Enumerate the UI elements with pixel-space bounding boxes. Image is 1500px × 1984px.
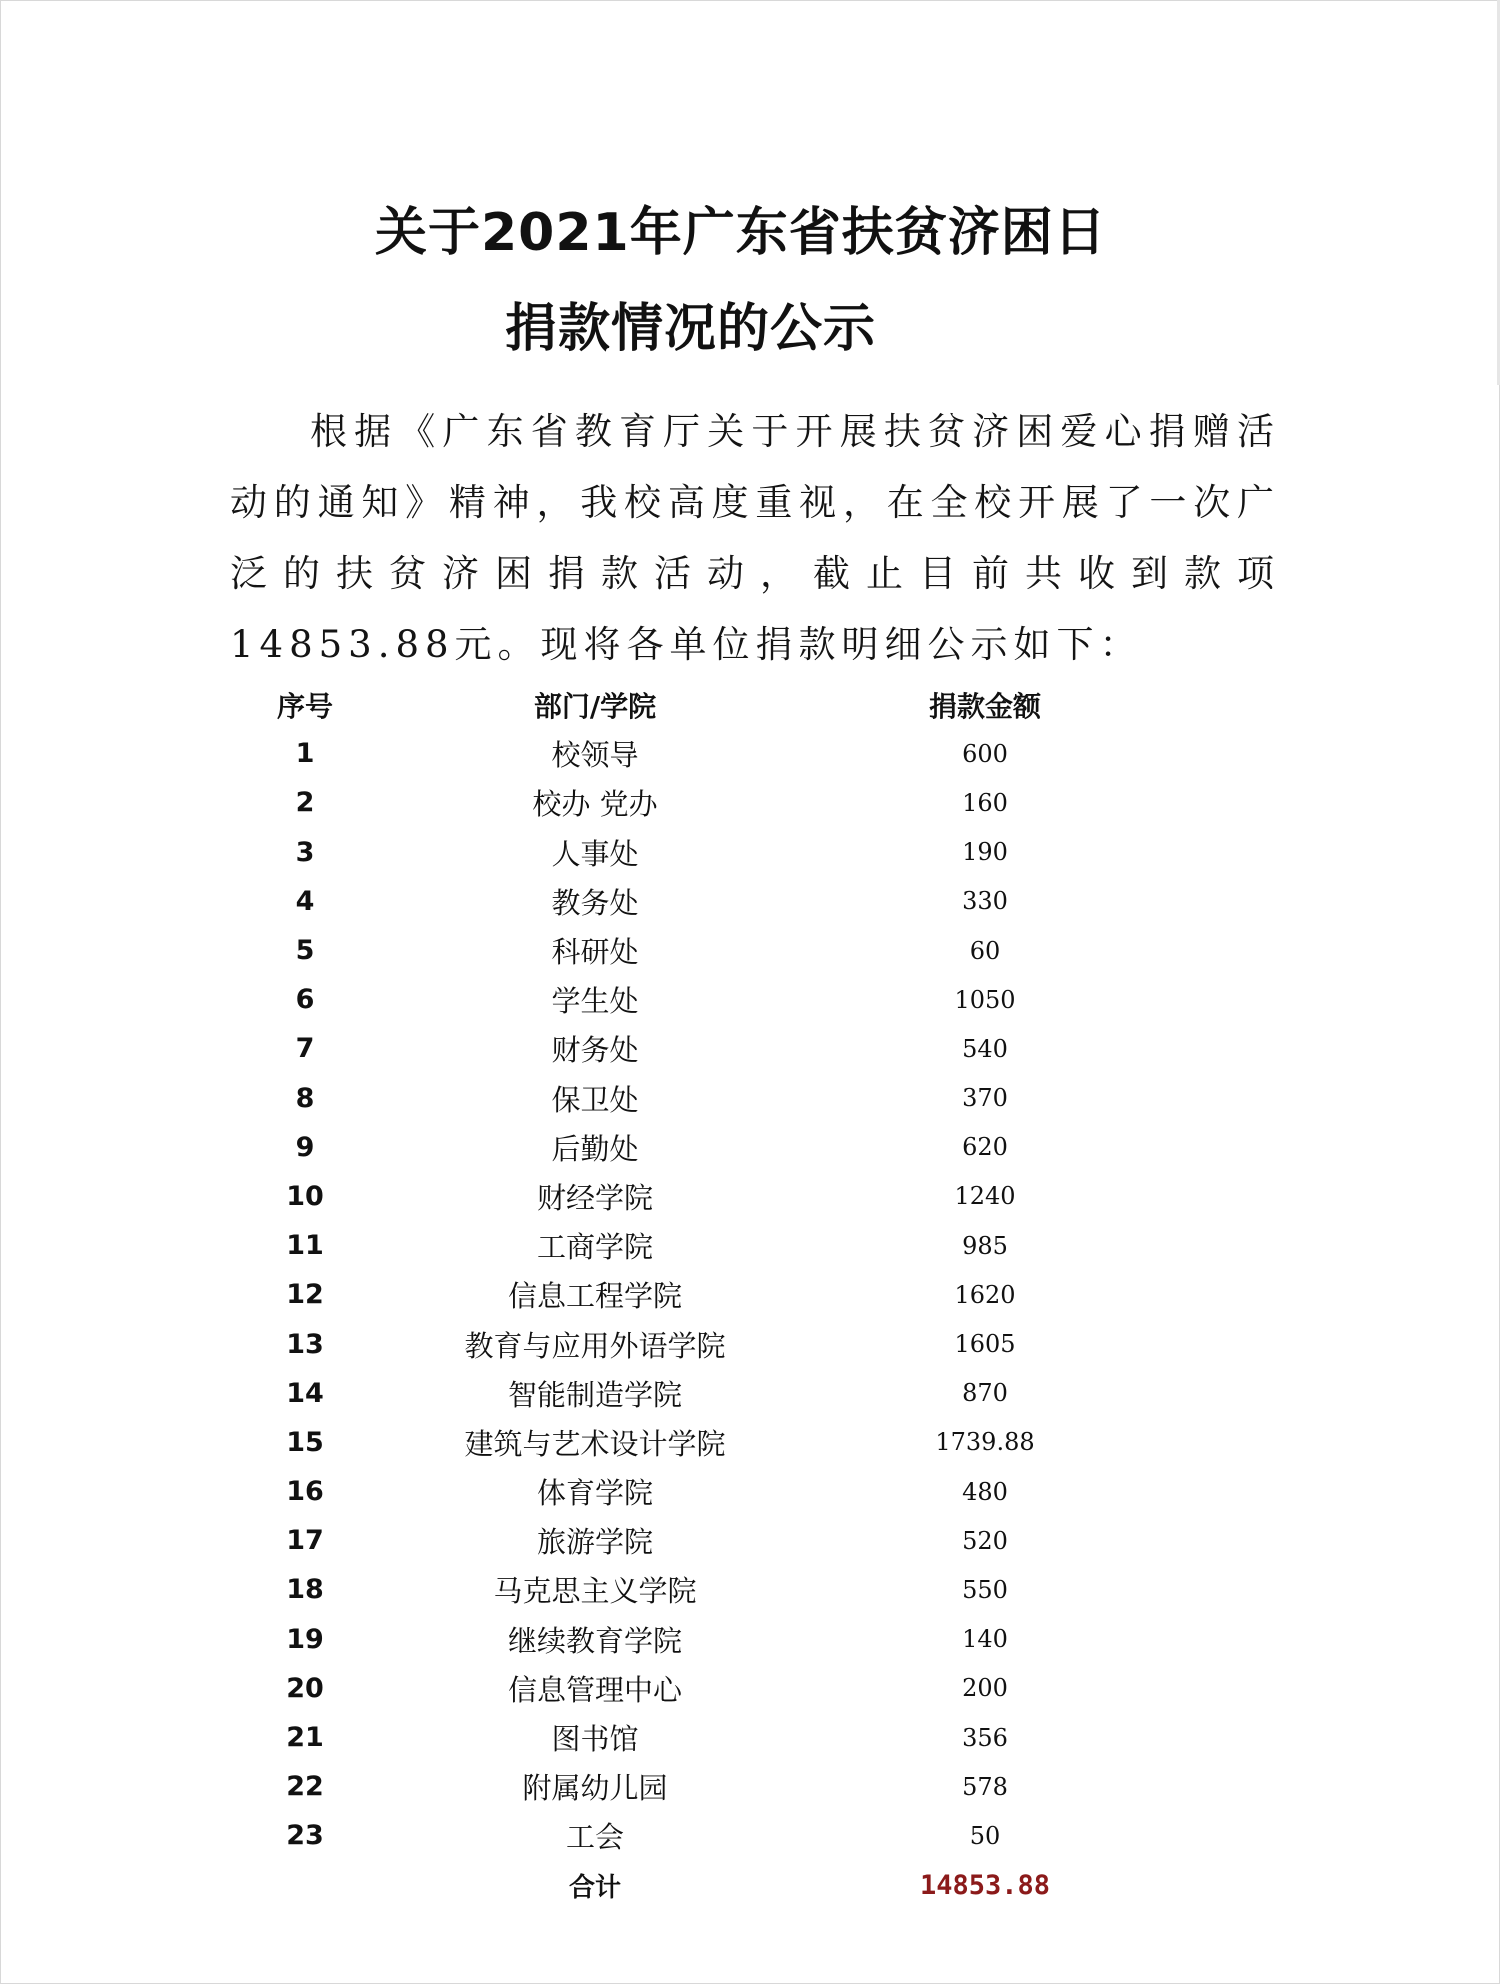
table-row [230, 1713, 1160, 1762]
header-amount: 捐款金额 [928, 689, 1041, 723]
row-index: 20 [286, 1672, 324, 1704]
row-department: 教育与应用外语学院 [464, 1328, 726, 1363]
row-amount: 200 [962, 1674, 1008, 1703]
table-header-row [230, 680, 1160, 729]
row-amount: 1050 [954, 985, 1016, 1014]
row-index: 11 [286, 1230, 324, 1262]
table-row [230, 1664, 1160, 1713]
row-index: 13 [286, 1328, 324, 1360]
row-department: 旅游学院 [536, 1525, 653, 1560]
row-department: 继续教育学院 [507, 1623, 682, 1658]
row-index: 7 [295, 1033, 315, 1065]
row-amount: 370 [962, 1084, 1008, 1113]
table-row [230, 1319, 1160, 1368]
table-row [230, 1467, 1160, 1516]
row-department: 校办 党办 [532, 787, 658, 822]
row-index: 1 [295, 738, 315, 770]
header-department: 部门/学院 [533, 689, 657, 723]
table-row [230, 1024, 1160, 1073]
row-index: 19 [286, 1623, 324, 1655]
total-row [230, 1861, 1160, 1910]
row-amount: 1240 [954, 1182, 1016, 1211]
table-row [230, 828, 1160, 877]
row-index: 10 [286, 1180, 324, 1212]
row-amount: 190 [962, 838, 1008, 867]
row-department: 学生处 [551, 984, 639, 1019]
row-index: 4 [295, 885, 315, 917]
row-index: 9 [295, 1131, 315, 1163]
row-department: 信息管理中心 [507, 1672, 682, 1707]
row-index: 17 [286, 1525, 324, 1557]
row-amount: 1739.88 [935, 1428, 1035, 1457]
table-row [230, 975, 1160, 1024]
total-label: 合计 [568, 1872, 621, 1903]
row-amount: 540 [962, 1034, 1008, 1063]
row-index: 12 [286, 1279, 324, 1311]
table-row [230, 1270, 1160, 1319]
row-department: 工商学院 [536, 1230, 653, 1265]
row-index: 23 [286, 1820, 324, 1852]
table-row [230, 1123, 1160, 1172]
row-department: 信息工程学院 [507, 1279, 682, 1314]
title-line-1-text: 关于2021年广东省扶贫济困日 [375, 203, 1107, 263]
row-amount: 550 [962, 1575, 1008, 1604]
row-department: 财务处 [551, 1033, 639, 1068]
row-department: 科研处 [551, 935, 639, 970]
table-row [230, 1516, 1160, 1565]
row-index: 15 [286, 1426, 324, 1458]
row-amount: 870 [962, 1379, 1008, 1408]
row-department: 保卫处 [551, 1082, 639, 1117]
table-row [230, 1762, 1160, 1811]
row-department: 建筑与艺术设计学院 [464, 1426, 726, 1461]
row-index: 16 [286, 1476, 324, 1508]
row-amount: 578 [962, 1772, 1008, 1801]
row-index: 14 [286, 1377, 324, 1409]
table-row [230, 1221, 1160, 1270]
row-index: 21 [286, 1722, 324, 1754]
row-department: 附属幼儿园 [522, 1771, 668, 1806]
table-row [230, 1565, 1160, 1614]
table-row [230, 778, 1160, 827]
row-amount: 620 [962, 1133, 1008, 1162]
row-department: 图书馆 [551, 1722, 639, 1757]
total-spacer [230, 1861, 380, 1910]
table-row [230, 1615, 1160, 1664]
row-department: 人事处 [551, 836, 639, 871]
title-line-2-text: 捐款情况的公示 [505, 299, 877, 359]
row-department: 财经学院 [536, 1180, 653, 1215]
row-amount: 60 [969, 936, 1001, 965]
row-amount: 356 [962, 1723, 1008, 1752]
table-row [230, 1811, 1160, 1860]
intro-paragraph: 根据《广东省教育厅关于开展扶贫济困爱心捐赠活动的通知》精神，我校高度重视，在全校开展了一次广泛的扶贫济困捐款活动，截止目前共收到款项14853.88元。现将各单位捐款明细公示如下： [230, 410, 1280, 666]
table-row [230, 1172, 1160, 1221]
row-department: 体育学院 [536, 1476, 653, 1511]
row-amount: 985 [962, 1231, 1008, 1260]
row-department: 教务处 [551, 885, 639, 920]
table-row [230, 926, 1160, 975]
table-row [230, 729, 1160, 778]
row-department: 马克思主义学院 [493, 1574, 697, 1609]
row-amount: 1605 [954, 1330, 1016, 1359]
row-amount: 330 [962, 887, 1008, 916]
row-department: 后勤处 [551, 1131, 639, 1166]
donation-table [230, 680, 1160, 1910]
table-row [230, 877, 1160, 926]
row-index: 5 [295, 935, 315, 967]
row-amount: 1620 [954, 1280, 1016, 1309]
row-department: 智能制造学院 [507, 1377, 682, 1412]
row-index: 6 [295, 984, 315, 1016]
row-amount: 160 [962, 788, 1008, 817]
total-amount: 14853.88 [919, 1869, 1051, 1901]
row-amount: 520 [962, 1526, 1008, 1555]
table-row [230, 1418, 1160, 1467]
row-index: 2 [295, 787, 315, 819]
header-index: 序号 [276, 689, 333, 723]
row-amount: 600 [962, 739, 1008, 768]
row-index: 8 [295, 1082, 315, 1114]
row-department: 校领导 [551, 738, 639, 773]
row-amount: 480 [962, 1477, 1008, 1506]
table-row [230, 1074, 1160, 1123]
row-index: 22 [286, 1771, 324, 1803]
row-amount: 140 [962, 1625, 1008, 1654]
row-index: 3 [295, 836, 315, 868]
row-department: 工会 [565, 1820, 624, 1855]
row-index: 18 [286, 1574, 324, 1606]
row-amount: 50 [969, 1821, 1001, 1850]
table-row [230, 1369, 1160, 1418]
